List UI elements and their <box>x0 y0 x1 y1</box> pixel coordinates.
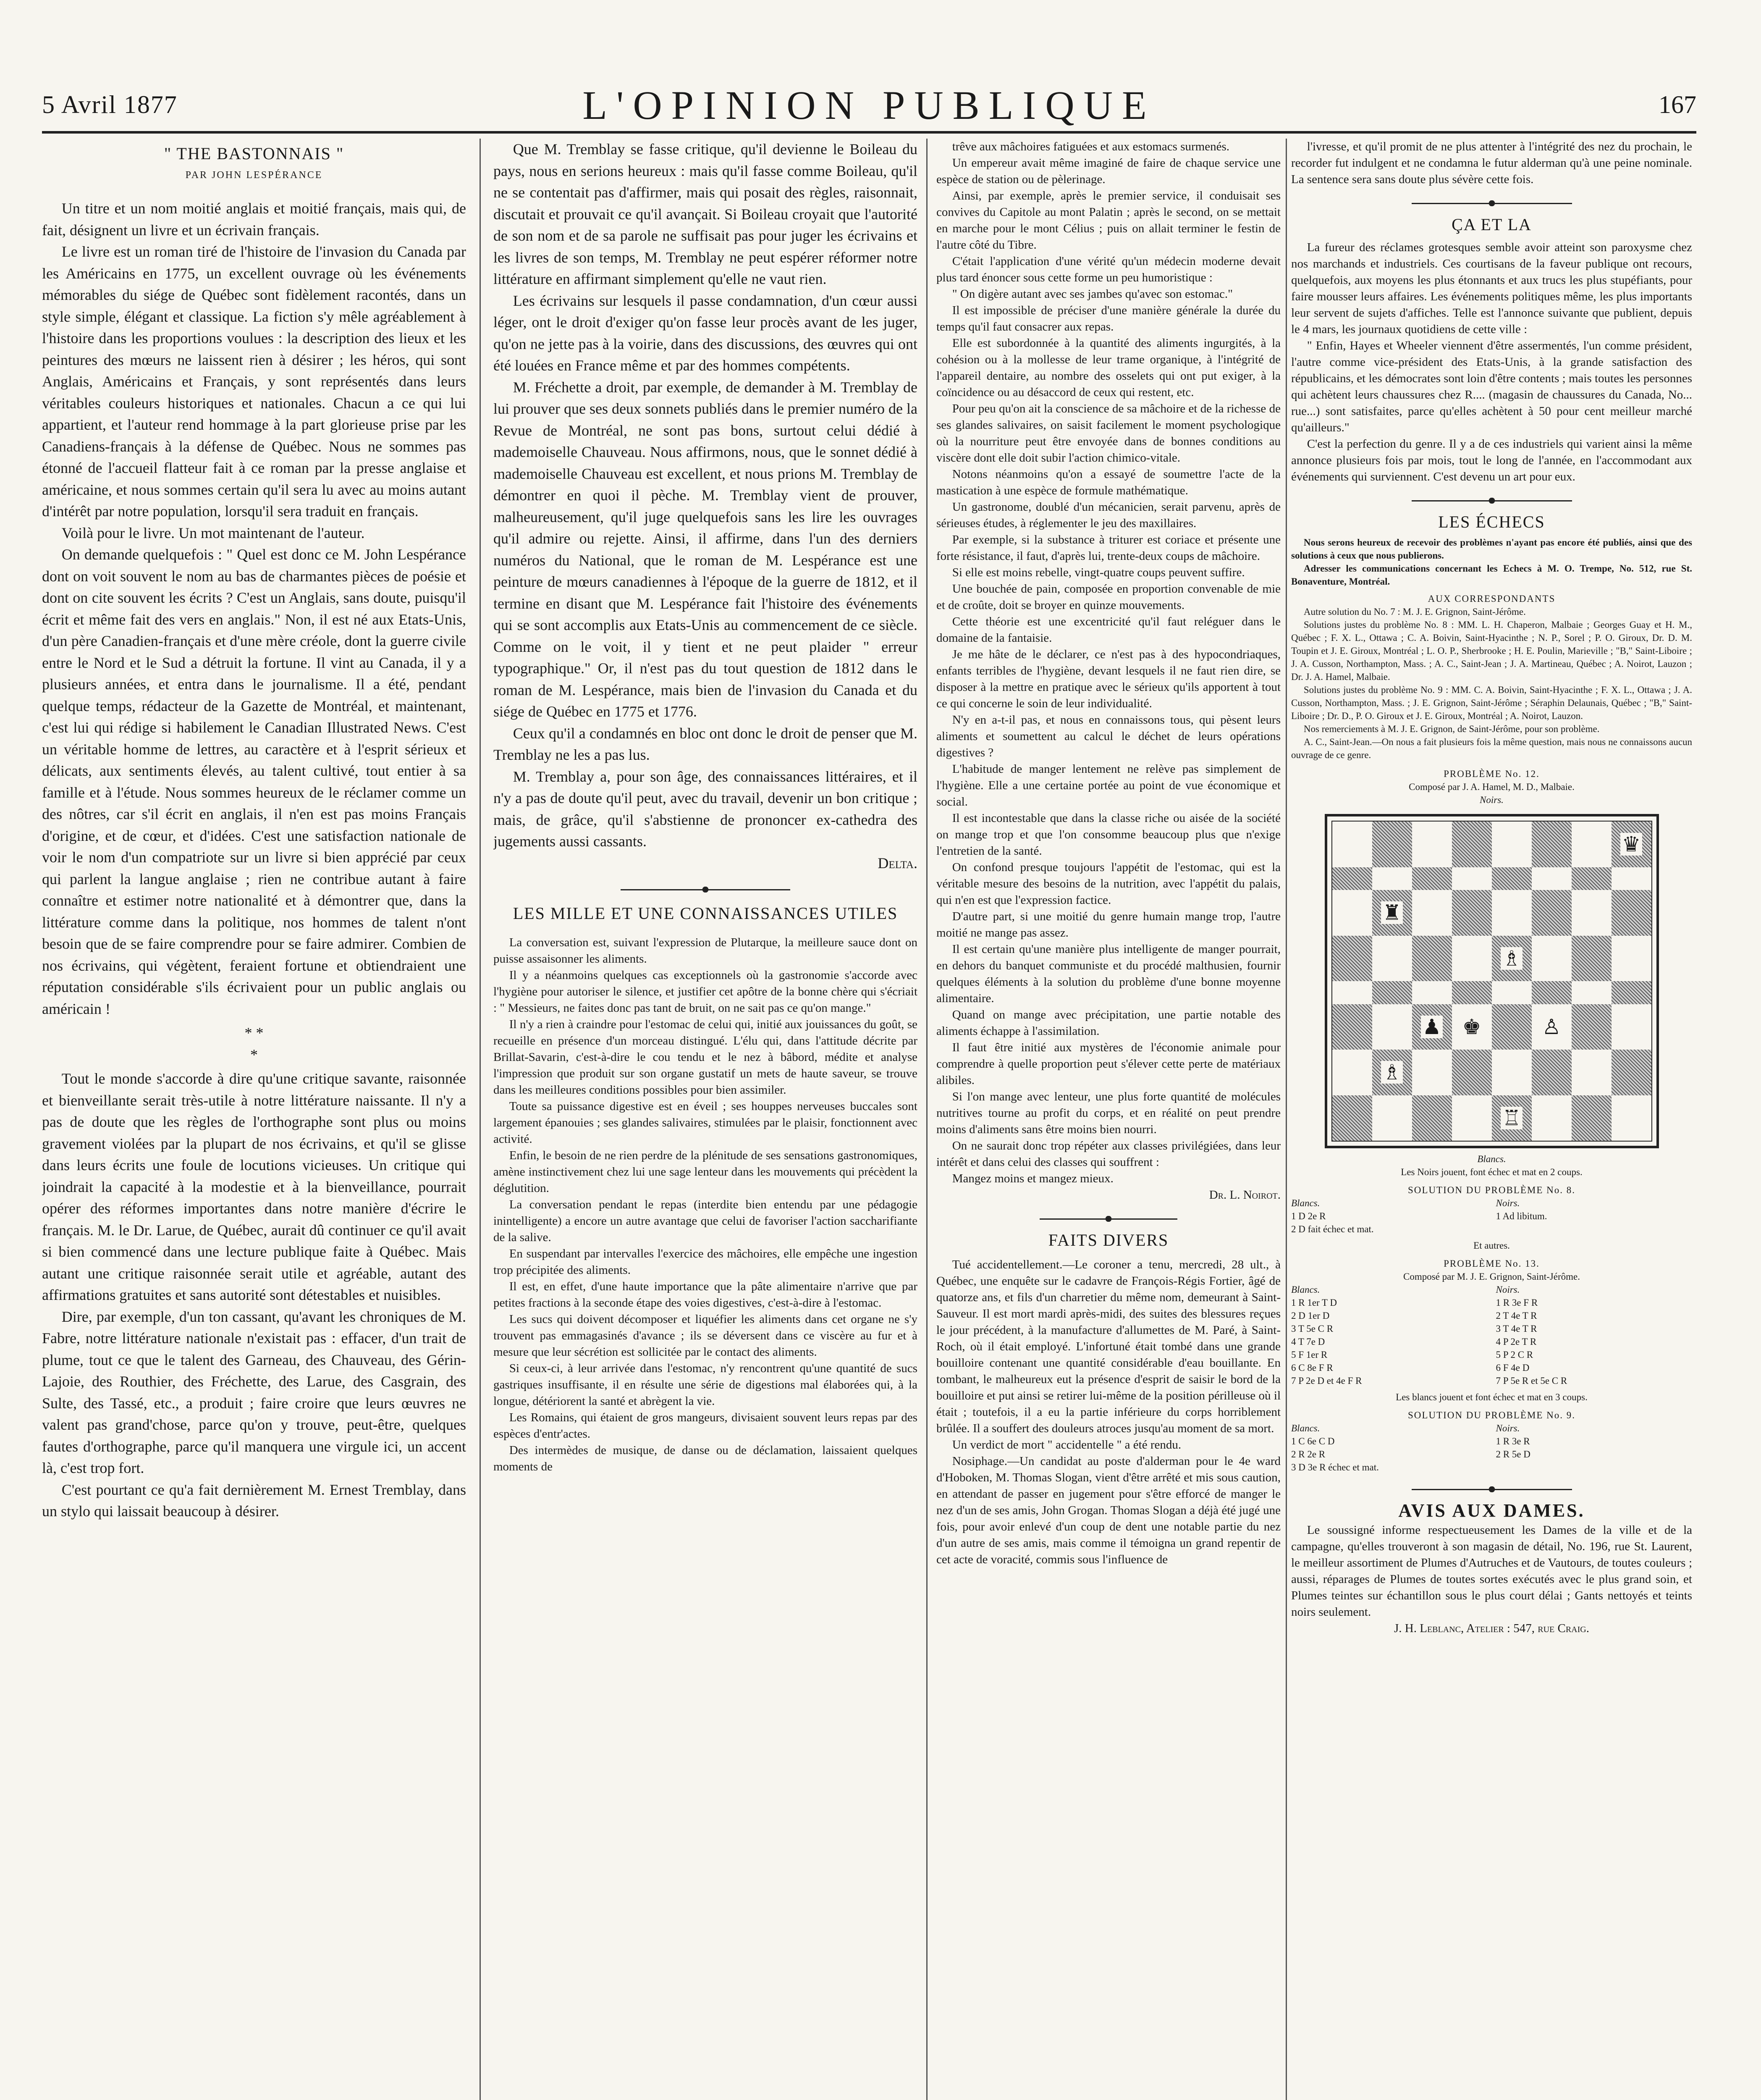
paragraph: Que M. Tremblay se fasse critique, qu'il devienne le Boileau du pays, nous en serions heureux : mais qu'il fasse comme Boileau, qu'il ne se contentait pas d'affirmer, mais qui posait des règles, raisonnait, discutait et prouvait ce qu'il avançait. Si Boileau croyait que l'autorité de son nom et de sa parole ne suffisait pas pour juger les écrivains et les livres de son temps, M. Tremblay ne peut espérer réformer notre littérature en affirmant simplement qu'elle ne vaut rien. <box>493 141 917 287</box>
paragraph: Un gastronome, doublé d'un mécanicien, serait parvenu, après de sérieuses études, à réglementer le jeu des maxillaires. <box>936 500 1281 530</box>
chess-square <box>1452 1004 1492 1050</box>
move: 2 D fait échec et mat. <box>1291 1224 1374 1234</box>
chess-square <box>1452 1095 1492 1141</box>
move: 2 R 2e R <box>1291 1449 1326 1460</box>
chess-square <box>1612 822 1651 867</box>
problem-caption: Les blancs jouent et font échec et mat en 3 coups. <box>1396 1392 1588 1402</box>
chess-square <box>1532 890 1572 936</box>
paragraph: Tout le monde s'accorde à dire qu'une critique savante, raisonnée et bienveillante serait très-utile à notre littérature naissante. Il n'y a pas de doute que les règles de l'orthographe sont plus ou moins gravement violées par la plupart de nos écrivains, et qu'il se glisse dans leurs écrits une foule de locutions vicieuses. Un critique qui joindrait la capacité à la modestie et à la bienveillance, pourrait opérer des réformes importantes dans notre manière d'écrire le français. M. le Dr. Larue, de Québec, aurait dû continuer ce qu'il avait si bien commencé dans une lecture publique faite à Québec. Mais autant une critique raisonnée serait utile et agréable, autant des affirmations gratuites et sans autorité sont détestables et nuisibles. <box>42 1070 466 1303</box>
noirs-label: Noirs. <box>1480 795 1504 805</box>
article-title: " THE BASTONNAIS " <box>164 144 344 163</box>
paragraph: Enfin, le besoin de ne rien perdre de la plénitude de ses sensations gastronomiques, amène instinctivement chez lui une sage lenteur dans les mouvements qui précèdent la déglutition. <box>493 1148 917 1195</box>
paragraph: Il est impossible de préciser d'une manière générale la durée du temps qu'il faut consacrer aux repas. <box>936 304 1281 333</box>
section-separator <box>1412 1486 1572 1492</box>
paragraph: l'ivresse, et qu'il promit de ne plus attenter à l'intégrité des nez du prochain, le recorder fut indulgent et ne condamna le futur alderman qu'à une peine nominale. La sentence sera sans doute plus sévère cette fois. <box>1291 140 1692 186</box>
column-header: Blancs. <box>1291 1198 1320 1208</box>
section-separator <box>1412 200 1572 206</box>
paragraph: Toute sa puissance digestive est en éveil ; ses houppes nerveuses buccales sont largement épanouies ; ses glandes salivaires, stimulées par le plaisir, fonctionnent avec activité. <box>493 1099 917 1146</box>
chess-square <box>1612 1004 1651 1050</box>
section-title: LES MILLE ET UNE CONNAISSANCES UTILES <box>513 904 898 923</box>
chess-square <box>1532 1004 1572 1050</box>
chess-square <box>1332 936 1372 982</box>
advertisement-text: Le soussigné informe respectueusement les Dames de la ville et de la campagne, qu'elles trouveront à son magasin de détail, No. 196, rue St. Laurent, le meilleur assortiment de Plumes d'Autruches et de Vautours, de toutes couleurs ; aussi, réparages de Plumes de toutes sortes exécutés avec le plus grand soin, et Plumes teintes sur échantillon sous le plus court délai ; Gants nettoyés et teints noirs seulement. <box>1291 1523 1692 1619</box>
chess-square <box>1572 867 1612 890</box>
paragraph: Il n'y a rien à craindre pour l'estomac de celui qui, initié aux jouissances du goût, se recueille en présence d'un morceau distingué. L'élu qui, dans l'attitude décrite par Brillat-Savarin, c'est-à-dire le cou tendu et le nez à bâbord, médite et analyse l'impression que produit sur son organe gustatif un mets de haute saveur, se trouve dans les meilleures conditions possibles pour bien assimiler. <box>493 1017 917 1097</box>
paragraph: Si l'on mange avec lenteur, une plus forte quantité de molécules nutritives tourne au profit du corps, et en réalité on peut prendre moins d'aliments sans être moins bien nourri. <box>936 1090 1281 1136</box>
chess-square <box>1492 1050 1532 1095</box>
paragraph: Une bouchée de pain, composée en proportion convenable de mie et de croûte, doit se broyer en quinze mouvements. <box>936 582 1281 612</box>
problem-table <box>1291 1283 1692 1387</box>
paragraph: La conversation pendant le repas (interdite bien entendu par une pédagogie inintelligente) a encore un autre avantage que celui de favoriser l'action saccharifiante de la salive. <box>493 1197 917 1244</box>
header-rule <box>42 131 1696 134</box>
paragraph: Autre solution du No. 7 : M. J. E. Grignon, Saint-Jérôme. <box>1303 606 1526 617</box>
paragraph: Les Romains, qui étaient de gros mangeurs, divisaient souvent leurs repas par des espèces d'entr'actes. <box>493 1410 917 1441</box>
paragraph: Cette théorie est une excentricité qu'il faut reléguer dans le domaine de la fantaisie. <box>936 615 1281 645</box>
column-header: Blancs. <box>1291 1284 1320 1295</box>
chess-square <box>1572 981 1612 1004</box>
paragraph: En suspendant par intervalles l'exercice des mâchoires, elle empêche une ingestion trop précipitée des aliments. <box>493 1247 917 1277</box>
paragraph: Si ceux-ci, à leur arrivée dans l'estomac, n'y rencontrent qu'une quantité de sucs gastriques insuffisante, il en résulte une série de digestions mal élaborées qui, à la longue, détériorent la santé et abrègent la vie. <box>493 1361 917 1408</box>
chess-square <box>1612 1095 1651 1141</box>
paragraph: Les sucs qui doivent décomposer et liquéfier les aliments dans cet organe ne s'y trouvent pas emmagasinés d'avance ; ils se déversent dans ce viscère au fur et à mesure que leur sécrétion est sollicitée par le contact des aliments. <box>493 1312 917 1359</box>
blancs-label: Blancs. <box>1477 1154 1506 1164</box>
chess-square <box>1452 936 1492 982</box>
paragraph: Dire, par exemple, d'un ton cassant, qu'avant les chroniques de M. Fabre, notre littérature nationale n'existait pas : effacer, d'un trait de plume, tout ce que le talent des Garneau, des Chauveau, des Gérin-Lajoie, des Routhier, des Fréchette, des Larue, des Casgrain, des Sulte, des Tassé, etc., a produit ; faire croire que leurs œuvres ne valent pas grand'chose, parce qu'on y trouve, peut-être, quelques fautes d'orthographe, parce qu'il manquera une virgule ici, un accent là, c'est trop fort. <box>42 1308 466 1476</box>
paragraph: On demande quelquefois : " Quel est donc ce M. John Lespérance dont on voit souvent le nom au bas de charmantes pièces de poésie et dont on cite souvent les écrits ? C'est un Anglais, sans doute, puisqu'il écrit et même fait des vers en anglais." Non, il est né aux Etats-Unis, d'un père Canadien-français et d'une mère créole, dont la guerre civile entre le Nord et le Sud a détruit la fortune. Il vint au Canada, il y a plusieurs années, et entra dans le journalisme. Il a été, pendant quelque temps, rédacteur de la Gazette de Montréal, et maintenant, c'est lui qui rédige si habilement le Canadian Illustrated News. C'est un véritable homme de lettres, au caractère et à l'esprit sérieux et délicats, aux sentiments élevés, au talent cultivé, tout entier à sa famille et à l'étude. Nous sommes heureux de le réclamer comme un des nôtres, car s'il écrit en anglais, il n'en est pas moins Français d'origine, et de cœur, et d'idées. C'est une satisfaction nationale de voir le nom d'un compatriote sur un livre si bien apprécié par ceux qui parlent la langue anglaise ; rien ne contribue autant à faire connaître et estimer notre nationalité et à démontrer que, dans la littérature comme dans la politique, nos hommes de talent n'ont besoin que de se faire comprendre pour se faire admirer. Combien de nos écrivains, qui végètent, feraient fortune et obtiendraient une réputation considérable s'ils écrivaient pour un public anglais ou américain ! <box>42 546 466 1017</box>
signature: Delta. <box>878 854 917 872</box>
paragraph: Solutions justes du problème No. 8 : MM. L. H. Chaperon, Malbaie ; Georges Guay et H. M., Québec ; F. X. L., Ottawa ; C. A. Boivin, Saint-Hyacinthe ; N. P., Sorel ; P. O. Giroux, Dr. D. M. Toupin et J. E. Giroux, Montréal ; L. O. P., Sherbrooke ; H. E. Poulin, Marieville ; "B," Saint-Liboire ; J. A. Cusson, Northampton, Mass. ; A. C., Saint-Jean ; J. A. Martineau, Québec ; A. Noirot, Lauzon ; Dr. J. A. Hamel, Malbaie. <box>1291 620 1692 682</box>
chess-square <box>1492 822 1532 867</box>
subsection-title: AUX CORRESPONDANTS <box>1428 593 1556 604</box>
chess-square <box>1572 1095 1612 1141</box>
section-separator <box>621 887 790 892</box>
paragraph: Je me hâte de le déclarer, ce n'est pas à des hypocondriaques, enfants terribles de l'hygiène, devant lesquels il ne faut rien dire, se disposer à la mettre en pratique avec le sérieux qu'ils apportent à tout ce qui concerne le soin de leur individualité. <box>936 648 1281 710</box>
paragraph: Un empereur avait même imaginé de faire de chaque service une espèce de station ou de pèlerinage. <box>936 156 1281 186</box>
column-header: Blancs. <box>1291 1423 1320 1433</box>
chess-square <box>1452 890 1492 936</box>
chess-square <box>1452 981 1492 1004</box>
move: 4 T 7e D <box>1291 1336 1325 1347</box>
column-1 <box>42 139 466 2100</box>
chess-square <box>1452 1050 1492 1095</box>
chess-square <box>1332 867 1372 890</box>
paragraph: Des intermèdes de musique, de danse ou de déclamation, laissaient quelques moments de <box>493 1443 917 1473</box>
chess-square <box>1412 1050 1452 1095</box>
chess-square <box>1332 1050 1372 1095</box>
paragraph: Nos remerciements à M. J. E. Grignon, de Saint-Jérôme, pour son problème. <box>1303 724 1600 734</box>
chess-square <box>1452 822 1492 867</box>
chess-square <box>1412 822 1452 867</box>
article-byline: PAR JOHN LESPÉRANCE <box>185 169 323 181</box>
problem-title: PROBLÈME No. 12. <box>1444 769 1540 779</box>
move: 6 C 8e F R <box>1291 1362 1333 1373</box>
paragraph: On ne saurait donc trop répéter aux classes privilégiées, dans leur intérêt et dans celui des classes qui souffrent : <box>936 1139 1281 1169</box>
paragraph: " Enfin, Hayes et Wheeler viennent d'être assermentés, l'un comme président, l'autre comme vice-président des Etats-Unis, à la grande satisfaction des républicains, et les démocrates sont loin d'être contents ; mais toutes les personnes qui achètent leurs chaussures chez R.... (magasin de chaussures du Canada, No... rue...) sont satisfaites, parce qu'elles achètent à 50 pour cent meilleur marché qu'ailleurs." <box>1291 339 1692 434</box>
signature: Dr. L. Noirot. <box>1209 1188 1281 1202</box>
solution-title: SOLUTION DU PROBLÈME No. 8. <box>1408 1185 1575 1195</box>
chess-square <box>1372 1004 1412 1050</box>
move: 3 T 4e T R <box>1496 1323 1537 1334</box>
paragraph: Un titre et un nom moitié anglais et moitié français, mais qui, de fait, désignent un livre et un écrivain français. <box>42 200 466 239</box>
paragraph: M. Tremblay a, pour son âge, des connaissances littéraires, et il n'y a pas de doute qu'il peut, avec du travail, devenir un bon critique ; mais, de grâce, qu'il s'abstienne de prononcer ex-cathedra des jugements aussi cassants. <box>493 768 917 850</box>
paragraph: Mangez moins et mangez mieux. <box>952 1172 1114 1185</box>
paragraph: Il est incontestable que dans la classe riche ou aisée de la société on mange trop et que l'on consomme beaucoup plus que n'exige l'entretien de la santé. <box>936 811 1281 858</box>
column-header: Noirs. <box>1496 1423 1520 1433</box>
move: 2 R 5e D <box>1496 1449 1530 1460</box>
chess-square <box>1412 1095 1452 1141</box>
move: 1 Ad libitum. <box>1496 1211 1547 1221</box>
chess-square <box>1612 1050 1651 1095</box>
move: 1 D 2e R <box>1291 1211 1326 1221</box>
page-header <box>42 82 1696 128</box>
column-4 <box>1291 139 1692 2100</box>
white-bishop-icon: ♗ <box>1501 947 1523 970</box>
chess-grid <box>1331 821 1652 1142</box>
chess-square <box>1612 867 1651 890</box>
black-queen-icon: ♛ <box>1620 833 1643 856</box>
problem-title: PROBLÈME No. 13. <box>1444 1258 1540 1269</box>
paragraph: Notons néanmoins qu'on a essayé de soumettre l'acte de la mastication à une espèce de formule mathématique. <box>936 467 1281 497</box>
paragraph: Il faut être initié aux mystères de l'économie animale pour comprendre à quelle proportion peut s'élever cette perte de matériaux alibiles. <box>936 1041 1281 1087</box>
paragraph: Si elle est moins rebelle, vingt-quatre coups peuvent suffire. <box>952 566 1245 579</box>
move: 3 D 3e R échec et mat. <box>1291 1462 1379 1473</box>
paragraph: Le livre est un roman tiré de l'histoire de l'invasion du Canada par les Américains en 1775, un excellent ouvrage où les événements mémorables du siége de Québec sont fidèlement racontés, dans un style simple, élégant et classique. La fiction s'y mêle agréablement à l'histoire dans les proportions voulues : la description des lieux et les peintures des mœurs ne laissent rien à désirer ; les héros, qui sont Anglais, Américains et Français, y sont représentés dans leurs véritables couleurs historiques et nationales. Chacun a ce qui lui appartient, et l'auteur rend hommage à la part glorieuse prise par les Canadiens-français à la défense de Québec. Nous ne sommes pas étonné de l'accueil flatteur fait à ce roman par la presse anglaise et américaine, et nous sommes certain qu'il sera lu avec au moins autant d'intérêt par notre population, lorsqu'il sera traduit en français. <box>42 243 466 520</box>
paragraph: Tué accidentellement.—Le coroner a tenu, mercredi, 28 ult., à Québec, une enquête sur le cadavre de François-Régis Fortier, âgé de quatorze ans, et fils d'un charretier du même nom, demeurant à Saint-Sauveur. Il est mort mardi après-midi, des suites des blessures reçues le jour précédent, à la manufacture d'allumettes de M. Paré, à Saint-Roch, où il était employé. L'infortuné était tombé dans une grande bouilloire contenant une quantité considérable d'eau bouillante. En tombant, le malheureux eut la présence d'esprit de saisir le bord de la bouilloire et put ainsi se retirer lui-même de la position périlleuse où il était ; toutefois, il a eu la partie inférieure du corps horriblement brûlée. Il a souffert des douleurs atroces jusqu'au moment de sa mort. <box>936 1258 1281 1435</box>
paragraph: C'est la perfection du genre. Il y a de ces industriels qui varient ainsi la même annonce plusieurs fois par mois, tout le long de l'année, en l'accommodant aux événements qui surviennent. C'est devenu un art pour eux. <box>1291 437 1692 483</box>
page-number: 167 <box>1659 91 1696 118</box>
asterism: * * * <box>244 1024 264 1063</box>
chess-board <box>1325 814 1659 1148</box>
move: 1 R 3e F R <box>1496 1297 1538 1308</box>
section-title: FAITS DIVERS <box>1048 1231 1169 1250</box>
chess-square <box>1572 1050 1612 1095</box>
paragraph: Par exemple, si la substance à triturer est coriace et présente une forte résistance, il faut, d'après lui, trente-deux coups de mâchoire. <box>936 533 1281 563</box>
problem-author: Composé par M. J. E. Grignon, Saint-Jérôme. <box>1403 1271 1580 1282</box>
chess-square <box>1492 1004 1532 1050</box>
advertisement-title: AVIS AUX DAMES. <box>1398 1500 1585 1521</box>
paragraph: M. Fréchette a droit, par exemple, de demander à M. Tremblay de lui prouver que ses deux sonnets publiés dans le premier numéro de la Revue de Montréal, ne sont pas bons, surtout celui dédié à mademoiselle Chauveau. Nous affirmons, nous, que le sonnet dédié à mademoiselle Chauveau est excellent, et nous prions M. Tremblay de démontrer en quoi il pèche. M. Tremblay vient de prouver, malheureusement, qu'il juge quelquefois sans les lire les ouvrages qu'il admire ou rejette. Ainsi, il affirme, dans l'un des derniers numéros du National, que le roman de M. Lespérance est une peinture de mœurs canadiennes à l'époque de la guerre de 1812, et il termine en disant que M. Lespérance fait l'histoire des événements qui se sont accomplis aux Etats-Unis au commencement de ce siècle. Comme on le voit, il y tient et ne peut plaider " erreur typographique." Or, il n'est pas du tout question de 1812 dans le roman de M. Lespérance, mais bien de l'invasion du Canada et du siége de Québec en 1775 et 1776. <box>493 378 917 720</box>
solution-table <box>1291 1422 1692 1474</box>
chess-square <box>1532 1095 1572 1141</box>
solution-title: SOLUTION DU PROBLÈME No. 9. <box>1408 1410 1575 1420</box>
chess-square <box>1372 867 1412 890</box>
white-rook-icon: ♖ <box>1501 1107 1523 1129</box>
chess-square <box>1372 981 1412 1004</box>
move: 7 P 2e D et 4e F R <box>1291 1376 1362 1386</box>
chess-square <box>1412 936 1452 982</box>
move: 4 P 2e T R <box>1496 1336 1537 1347</box>
chess-square <box>1412 981 1452 1004</box>
chess-square <box>1332 981 1372 1004</box>
paragraph: Solutions justes du problème No. 9 : MM. C. A. Boivin, Saint-Hyacinthe ; F. X. L., Ottawa ; J. A. Cusson, Northampton, Mass. ; J. E. Grignon, Saint-Jérôme ; Séraphin Delaunais, Québec ; "B," Saint-Liboire ; Dr. D., P. O. Giroux et J. E. Giroux, Montréal ; A. Noirot, Lauzon. <box>1291 685 1692 721</box>
chess-square <box>1372 822 1412 867</box>
move <box>1496 1461 1693 1474</box>
move: 7 P 5e R et 5e C R <box>1496 1376 1567 1386</box>
section-title: LES ÉCHECS <box>1438 512 1545 531</box>
chess-square <box>1612 936 1651 982</box>
section-title: ÇA ET LA <box>1452 215 1532 234</box>
chess-square <box>1332 890 1372 936</box>
paragraph: C'était l'application d'une vérité qu'un médecin moderne devait plus tard énoncer sous cette forme un peu humoristique : <box>936 255 1281 284</box>
black-king-icon: ♚ <box>1461 1016 1483 1038</box>
move: 1 C 6e C D <box>1291 1436 1335 1446</box>
chess-square <box>1412 867 1452 890</box>
paragraph: Voilà pour le livre. Un mot maintenant de l'auteur. <box>61 524 365 541</box>
column-divider <box>480 139 481 2100</box>
chess-square <box>1412 890 1452 936</box>
chess-square <box>1372 1095 1412 1141</box>
paragraph: Nosiphage.—Un candidat au poste d'alderman pour le 4e ward d'Hoboken, M. Thomas Slogan, vient d'être arrêté et mis sous caution, en attendant de passer en jugement pour s'être efforcé de manger le nez d'un de ses amis, John Grogan. Thomas Slogan a déjà été jugé une fois, pour avoir enlevé d'un coup de dent une notable partie du nez d'un autre de ses amis, mais comme il témoigna un grand repentir de cet acte de voracité, commis sous l'influence de <box>936 1454 1281 1566</box>
chess-square <box>1492 1095 1532 1141</box>
paragraph: Ceux qu'il a condamnés en bloc ont donc le droit de penser que M. Tremblay ne les a pas lus. <box>493 724 917 763</box>
section-separator <box>1040 1216 1177 1222</box>
chess-square <box>1492 936 1532 982</box>
chess-square <box>1492 867 1532 890</box>
chess-square <box>1572 1004 1612 1050</box>
paragraph: Quand on mange avec précipitation, une partie notable des aliments échappe à l'assimilation. <box>936 1008 1281 1038</box>
solution-note: Et autres. <box>1473 1240 1510 1251</box>
paragraph: A. C., Saint-Jean.—On nous a fait plusieurs fois la même question, mais nous ne connaissons aucun ouvrage de ce genre. <box>1291 737 1692 760</box>
chess-square <box>1572 822 1612 867</box>
chess-square <box>1612 890 1651 936</box>
chess-square <box>1492 890 1532 936</box>
paragraph: " On digère autant avec ses jambes qu'avec son estomac." <box>952 287 1233 301</box>
chess-square <box>1572 936 1612 982</box>
chess-square <box>1492 981 1532 1004</box>
move: 3 T 5e C R <box>1291 1323 1334 1334</box>
chess-square <box>1532 1050 1572 1095</box>
paragraph: Il y a néanmoins quelques cas exceptionnels où la gastronomie s'accorde avec l'hygiène pour autoriser le silence, et justifier cet apôtre de la bonne chère qui s'écriait : " Messieurs, ne faites donc pas tant de bruit, on ne sait pas ce qu'on mange." <box>493 968 917 1015</box>
advertisement-signature: J. H. Leblanc, Atelier : 547, rue Craig. <box>1394 1622 1589 1635</box>
chess-square <box>1612 981 1651 1004</box>
white-pawn-icon: ♙ <box>1541 1016 1563 1038</box>
move: 5 P 2 C R <box>1496 1349 1533 1360</box>
chess-square <box>1372 1050 1412 1095</box>
chess-square <box>1332 1095 1372 1141</box>
move: 1 R 1er T D <box>1291 1297 1337 1308</box>
problem-caption: Les Noirs jouent, font échec et mat en 2 coups. <box>1401 1167 1583 1177</box>
move: 1 R 3e R <box>1496 1436 1530 1446</box>
chess-square <box>1532 981 1572 1004</box>
solution-table <box>1291 1197 1692 1236</box>
section-separator <box>1412 498 1572 504</box>
issue-date: 5 Avril 1877 <box>42 91 178 118</box>
column-divider <box>1286 139 1287 2100</box>
paragraph: Adresser les communications concernant les Echecs à M. O. Trempe, No. 512, rue St. Bonaventure, Montréal. <box>1291 563 1692 587</box>
chess-square <box>1332 1004 1372 1050</box>
chess-square <box>1452 867 1492 890</box>
move: 5 F 1er R <box>1291 1349 1328 1360</box>
paragraph: D'autre part, si une moitié du genre humain mange trop, l'autre moitié ne mange pas assez. <box>936 910 1281 940</box>
white-bishop-icon: ♗ <box>1381 1061 1403 1084</box>
column-header: Noirs. <box>1496 1284 1520 1295</box>
paragraph: La fureur des réclames grotesques semble avoir atteint son paroxysme chez nos marchands et industriels. Ces courtisans de la faveur publique ont recours, quelquefois, aux moyens les plus étonnants et aux trucs les plus stupéfiants, pour faire mousser leurs affaires. Les événements politiques même, les plus importants leur servent de sujets d'affiches. Telle est l'annonce suivante que publient, depuis le 4 mars, les journaux quotidiens de cette ville : <box>1291 241 1692 336</box>
column-header: Noirs. <box>1496 1198 1520 1208</box>
paragraph: Pour peu qu'on ait la conscience de sa mâchoire et de la richesse de ses glandes salivaires, on saisit facilement le moment psychologique où la nourriture peut être envoyée dans de bonnes conditions au viscère dont elle doit subir l'action chimico-vitale. <box>936 402 1281 465</box>
chess-square <box>1572 890 1612 936</box>
chess-square <box>1532 822 1572 867</box>
paragraph: On confond presque toujours l'appétit de l'estomac, qui est la véritable mesure des besoins de la nutrition, avec l'appétit du palais, qui n'en est que l'expression factice. <box>936 861 1281 907</box>
paragraph: Il est certain qu'une manière plus intelligente de manger pourrait, en dehors du banquet communiste et du procédé malthusien, fournir quelques éléments à la solution du problème d'une bonne moyenne alimentaire. <box>936 942 1281 1005</box>
paragraph: N'y en a-t-il pas, et nous en connaissons tous, qui pèsent leurs aliments et soumettent au calcul le déchet de leurs opérations digestives ? <box>936 713 1281 759</box>
black-pawn-icon: ♟ <box>1421 1016 1443 1038</box>
paragraph: La conversation est, suivant l'expression de Plutarque, la meilleure sauce dont on puisse assaisonner les aliments. <box>493 935 917 966</box>
chess-square <box>1532 867 1572 890</box>
black-rook-icon: ♜ <box>1381 901 1403 924</box>
chess-square <box>1332 822 1372 867</box>
move: 6 F 4e D <box>1496 1362 1530 1373</box>
move: 2 T 4e T R <box>1496 1310 1537 1321</box>
chess-square <box>1372 936 1412 982</box>
newspaper-title: L'OPINION PUBLIQUE <box>582 83 1156 128</box>
chess-square <box>1372 890 1412 936</box>
problem-author: Composé par J. A. Hamel, M. D., Malbaie. <box>1409 782 1575 792</box>
paragraph: Il est, en effet, d'une haute importance que la pâte alimentaire n'arrive que par petites fractions à la seconde étape des voies digestives, c'est-à-dire à l'estomac. <box>493 1279 917 1310</box>
move: 2 D 1er D <box>1291 1310 1330 1321</box>
column-3 <box>936 139 1281 2100</box>
move <box>1496 1223 1693 1236</box>
paragraph: L'habitude de manger lentement ne relève pas simplement de l'hygiène. Elle a une certaine portée au point de vue économique et social. <box>936 762 1281 808</box>
paragraph: trêve aux mâchoires fatiguées et aux estomacs surmenés. <box>952 140 1229 153</box>
chess-square <box>1532 936 1572 982</box>
column-divider <box>926 139 928 2100</box>
chess-square <box>1412 1004 1452 1050</box>
paragraph: Nous serons heureux de recevoir des problèmes n'ayant pas encore été publiés, ainsi que des solutions à ceux que nous publierons. <box>1291 537 1692 561</box>
paragraph: Ainsi, par exemple, après le premier service, il conduisait ses convives du Capitole au mont Palatin ; après le second, on se mettait en marche pour le mont Célius ; puis on allait terminer le festin de l'autre côté du Tibre. <box>936 189 1281 252</box>
paragraph: C'est pourtant ce qu'a fait dernièrement M. Ernest Tremblay, dans un stylo qui laissait beaucoup à désirer. <box>42 1481 466 1520</box>
paragraph: Les écrivains sur lesquels il passe condamnation, d'un cœur aussi léger, ont le droit d'exiger qu'on fasse leur procès avant de les juger, qu'on ne jette pas à la voirie, dans des discussions, des œuvres qui ont été louées en France même et par des hommes compétents. <box>493 292 917 374</box>
paragraph: Un verdict de mort " accidentelle " a été rendu. <box>952 1438 1182 1452</box>
paragraph: Elle est subordonnée à la quantité des aliments ingurgités, à la cohésion ou à la mollesse de leur trame organique, à l'intégrité de l'appareil dentaire, au nombre des osselets qui ont put exiger, à la coïncidence ou au désaccord de ceux qui restent, etc. <box>936 336 1281 399</box>
column-2 <box>493 139 917 2100</box>
